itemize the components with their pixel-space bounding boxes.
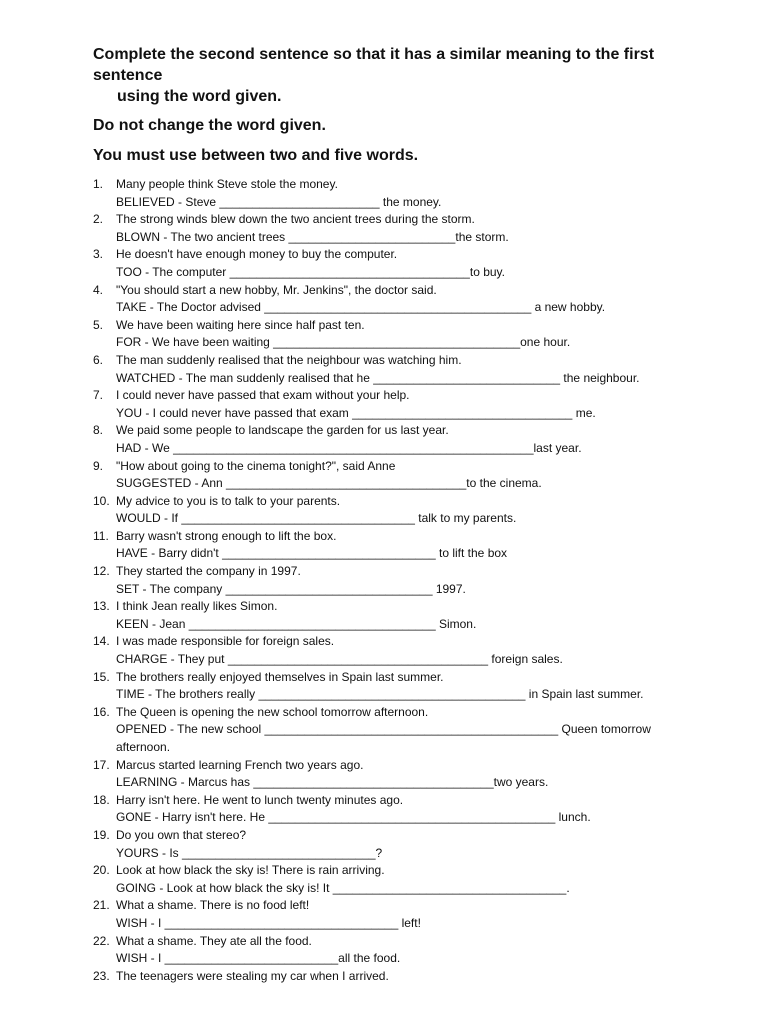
exercise-sentence: The strong winds blew down the two ancient trees during the storm. bbox=[116, 212, 475, 227]
exercise-item bbox=[93, 704, 710, 757]
exercise-item bbox=[93, 211, 710, 246]
exercise-sentence: They started the company in 1997. bbox=[116, 564, 301, 579]
exercise-prompt: WISH - I ___________________________________ left! bbox=[116, 915, 421, 930]
exercise-item bbox=[93, 528, 710, 563]
exercise-item bbox=[93, 493, 710, 528]
exercise-number: 11. bbox=[93, 528, 109, 543]
exercise-sentence: He doesn't have enough money to buy the computer. bbox=[116, 247, 398, 262]
exercise-sentence: Barry wasn't strong enough to lift the box. bbox=[116, 528, 337, 543]
exercise-prompt: YOURS - Is _____________________________? bbox=[116, 845, 383, 860]
exercise-number: 5. bbox=[93, 317, 104, 332]
exercise-prompt: GONE - Harry isn't here. He ___________________________________________ lunch. bbox=[116, 810, 591, 825]
exercise-number: 4. bbox=[93, 282, 104, 297]
exercise-list bbox=[93, 176, 710, 985]
exercise-prompt: SET - The company _______________________________ 1997. bbox=[116, 581, 466, 596]
exercise-sentence: What a shame. They ate all the food. bbox=[116, 933, 312, 948]
exercise-sentence: Look at how black the sky is! There is rain arriving. bbox=[116, 863, 385, 878]
exercise-number: 23. bbox=[93, 968, 110, 983]
exercise-prompt: HAD - We ______________________________________________________last year. bbox=[116, 440, 582, 455]
exercise-item bbox=[93, 422, 710, 457]
instruction-line-1: Complete the second sentence so that it has a similar meaning to the first sentence bbox=[93, 46, 655, 84]
exercise-prompt: TOO - The computer ____________________________________to buy. bbox=[116, 264, 505, 279]
exercise-sentence: What a shame. There is no food left! bbox=[116, 898, 310, 913]
exercise-prompt: BELIEVED - Steve ________________________ the money. bbox=[116, 194, 442, 209]
exercise-prompt: BLOWN - The two ancient trees _________________________the storm. bbox=[116, 229, 509, 244]
exercise-number: 12. bbox=[93, 564, 110, 579]
exercise-sentence: I was made responsible for foreign sales. bbox=[116, 634, 335, 649]
exercise-item bbox=[93, 352, 710, 387]
exercise-item bbox=[93, 757, 710, 792]
exercise-number: 17. bbox=[93, 757, 110, 772]
exercise-item bbox=[93, 897, 710, 932]
exercise-sentence: The Queen is opening the new school tomorrow afternoon. bbox=[116, 704, 429, 719]
exercise-number: 20. bbox=[93, 863, 110, 878]
exercise-sentence: We have been waiting here since half past ten. bbox=[116, 317, 365, 332]
exercise-sentence: Harry isn't here. He went to lunch twenty minutes ago. bbox=[116, 792, 404, 807]
exercise-prompt: GOING - Look at how black the sky is! It ___________________________________. bbox=[116, 880, 570, 895]
exercise-sentence: The brothers really enjoyed themselves in Spain last summer. bbox=[116, 669, 444, 684]
exercise-number: 22. bbox=[93, 933, 110, 948]
exercise-item bbox=[93, 598, 710, 633]
exercise-number: 19. bbox=[93, 827, 110, 842]
exercise-item bbox=[93, 968, 710, 986]
exercise-item bbox=[93, 176, 710, 211]
exercise-prompt: YOU - I could never have passed that exam _________________________________ me. bbox=[116, 405, 596, 420]
exercise-prompt: WISH - I __________________________all the food. bbox=[116, 951, 401, 966]
exercise-prompt: LEARNING - Marcus has ____________________________________two years. bbox=[116, 775, 549, 790]
exercise-prompt: FOR - We have been waiting _____________________________________one hour. bbox=[116, 335, 571, 350]
exercise-sentence: I could never have passed that exam without your help. bbox=[116, 388, 410, 403]
exercise-prompt: CHARGE - They put _______________________________________ foreign sales. bbox=[116, 652, 563, 667]
exercise-sentence: Many people think Steve stole the money. bbox=[116, 177, 338, 191]
exercise-number: 10. bbox=[93, 493, 110, 508]
instruction-heading bbox=[93, 44, 710, 107]
exercise-number: 9. bbox=[93, 458, 104, 473]
exercise-prompt: WOULD - If ___________________________________ talk to my parents. bbox=[116, 511, 517, 526]
exercise-item bbox=[93, 792, 710, 827]
exercise-sentence: The teenagers were stealing my car when I arrived. bbox=[116, 968, 389, 983]
instruction-line-2: using the word given. bbox=[117, 88, 282, 105]
exercise-number: 2. bbox=[93, 212, 104, 227]
exercise-number: 21. bbox=[93, 898, 110, 913]
exercise-number: 16. bbox=[93, 704, 110, 719]
exercise-item bbox=[93, 458, 710, 493]
exercise-item bbox=[93, 282, 710, 317]
exercise-item bbox=[93, 862, 710, 897]
exercise-item bbox=[93, 317, 710, 352]
exercise-prompt: TAKE - The Doctor advised ________________________________________ a new hobby. bbox=[116, 300, 606, 315]
instruction-rule-1: Do not change the word given. bbox=[93, 117, 326, 134]
instruction-rule-2: You must use between two and five words. bbox=[93, 147, 419, 164]
exercise-number: 7. bbox=[93, 388, 104, 403]
exercise-sentence: "You should start a new hobby, Mr. Jenkins", the doctor said. bbox=[116, 282, 437, 297]
exercise-item bbox=[93, 669, 710, 704]
exercise-number: 3. bbox=[93, 247, 104, 262]
exercise-sentence: Marcus started learning French two years ago. bbox=[116, 757, 364, 772]
exercise-sentence: The man suddenly realised that the neighbour was watching him. bbox=[116, 352, 462, 367]
exercise-sentence: I think Jean really likes Simon. bbox=[116, 599, 278, 614]
exercise-prompt: OPENED - The new school ____________________________________________ Queen tomorrow afternoon. bbox=[116, 722, 651, 754]
exercise-sentence: We paid some people to landscape the garden for us last year. bbox=[116, 423, 449, 438]
exercise-number: 8. bbox=[93, 423, 104, 438]
exercise-item bbox=[93, 827, 710, 862]
exercise-item bbox=[93, 387, 710, 422]
exercise-item bbox=[93, 246, 710, 281]
exercise-sentence: My advice to you is to talk to your parents. bbox=[116, 493, 341, 508]
exercise-number: 1. bbox=[93, 177, 104, 191]
exercise-prompt: HAVE - Barry didn't ________________________________ to lift the box bbox=[116, 546, 508, 561]
exercise-number: 15. bbox=[93, 669, 110, 684]
exercise-item bbox=[93, 563, 710, 598]
exercise-number: 6. bbox=[93, 352, 104, 367]
exercise-prompt: SUGGESTED - Ann ____________________________________to the cinema. bbox=[116, 476, 542, 491]
exercise-prompt: TIME - The brothers really ________________________________________ in Spain last summer. bbox=[116, 687, 644, 702]
exercise-item bbox=[93, 933, 710, 968]
exercise-sentence: Do you own that stereo? bbox=[116, 827, 247, 842]
exercise-item bbox=[93, 633, 710, 668]
exercise-number: 13. bbox=[93, 599, 110, 614]
exercise-number: 18. bbox=[93, 792, 110, 807]
exercise-prompt: WATCHED - The man suddenly realised that he ____________________________ the neighbour. bbox=[116, 370, 640, 385]
exercise-number: 14. bbox=[93, 634, 110, 649]
exercise-sentence: "How about going to the cinema tonight?", said Anne bbox=[116, 458, 396, 473]
exercise-prompt: KEEN - Jean _____________________________________ Simon. bbox=[116, 616, 477, 631]
